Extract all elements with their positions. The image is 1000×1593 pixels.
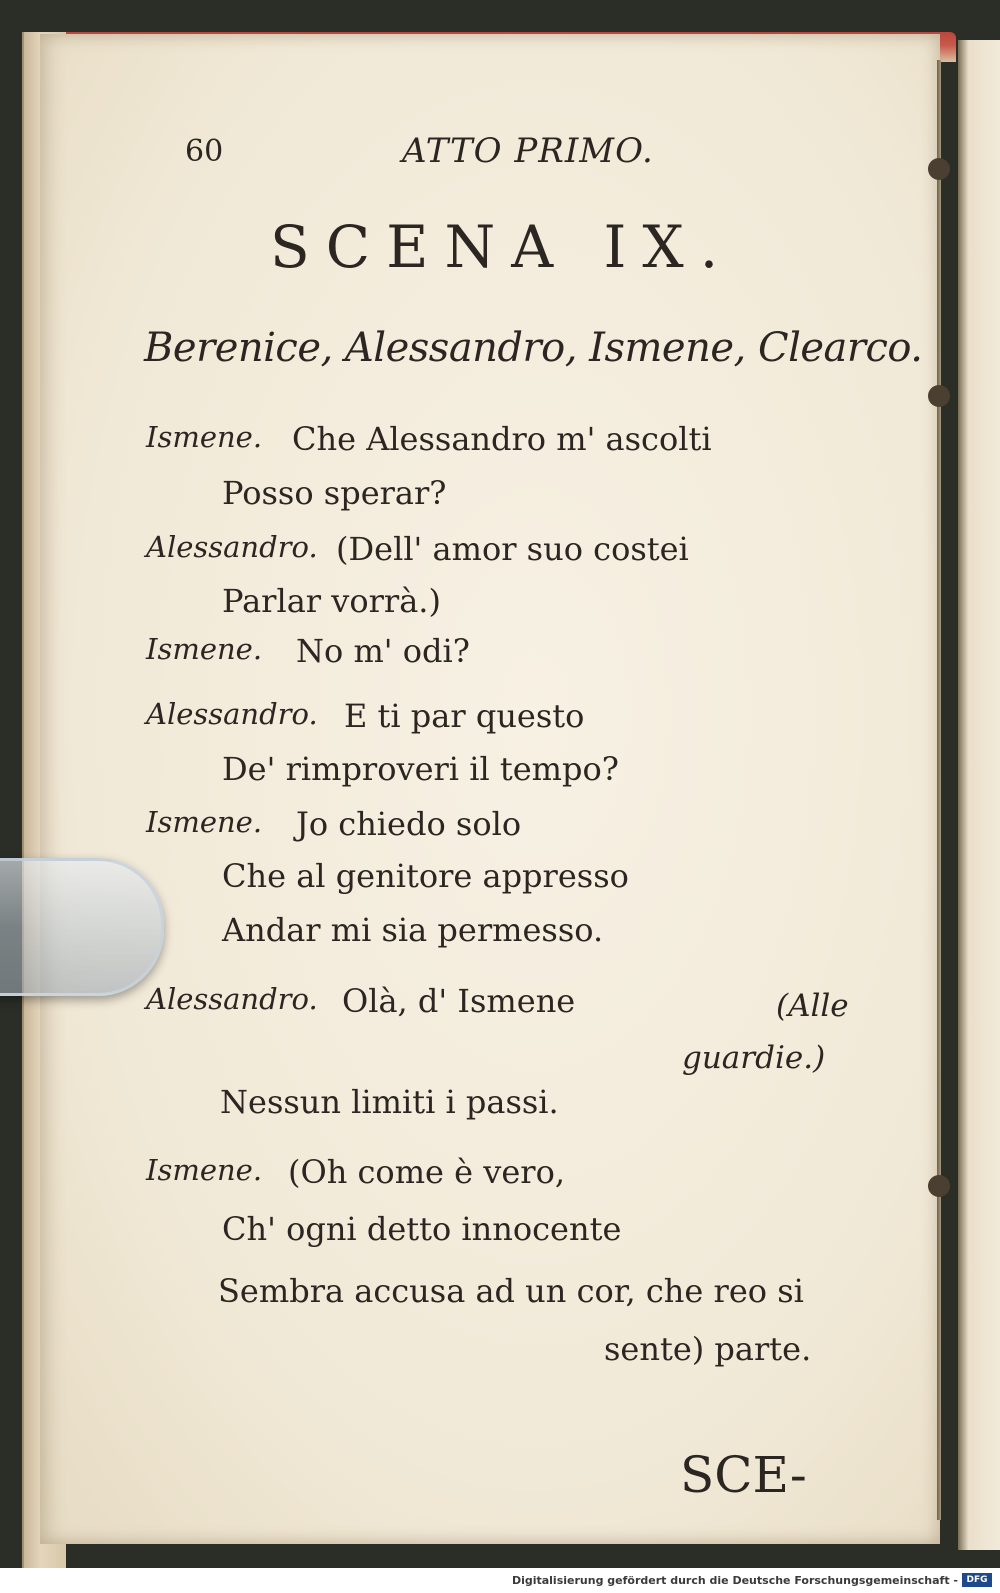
speech-text: Jo chiedo solo: [296, 805, 522, 843]
dfg-logo: DFG: [962, 1573, 992, 1587]
catchword: SCE-: [680, 1446, 807, 1504]
speaker-name: Alessandro.: [146, 530, 318, 564]
speech-text: Andar mi sia permesso.: [222, 911, 604, 949]
binding-stitch: [928, 385, 950, 407]
speech-text: Ch' ogni detto innocente: [222, 1210, 622, 1248]
speech-text: sente) parte.: [604, 1330, 812, 1368]
dialogue-line: [0, 697, 1000, 749]
speaker-name: Ismene.: [146, 632, 263, 666]
dialogue-line: [0, 1153, 1000, 1205]
speech-text: (Oh come è vero,: [288, 1153, 565, 1191]
running-title: ATTO PRIMO.: [402, 131, 654, 171]
stage-direction: (Alle: [776, 988, 849, 1024]
speech-text: Posso sperar?: [222, 474, 447, 512]
speech-text: De' rimproveri il tempo?: [222, 750, 619, 788]
speech-text: (Dell' amor suo costei: [336, 530, 689, 568]
dialogue-line: [0, 1272, 1000, 1324]
page-number: 60: [185, 134, 224, 169]
speech-text: Che al genitore appresso: [222, 857, 629, 895]
speaker-name: Ismene.: [146, 420, 263, 454]
dialogue-line: [0, 420, 1000, 472]
speaker-name: Alessandro.: [146, 697, 318, 731]
dialogue-line: [0, 632, 1000, 684]
funding-credit: Digitalisierung gefördert durch die Deutsche Forschungsgemeinschaft -: [511, 1574, 958, 1587]
dialogue-line: [0, 805, 1000, 857]
dialogue-line: [0, 1210, 1000, 1262]
speech-text: No m' odi?: [296, 632, 470, 670]
dialogue-line: [0, 582, 1000, 634]
dialogue-line: [0, 750, 1000, 802]
speaker-name: Alessandro.: [146, 982, 318, 1016]
dialogue-line: [0, 1083, 1000, 1135]
dialogue-line: [0, 474, 1000, 526]
stage-direction: guardie.): [682, 1040, 826, 1076]
speech-text: Nessun limiti i passi.: [220, 1083, 559, 1121]
speech-text: Parlar vorrà.): [222, 582, 441, 620]
speaker-name: Ismene.: [146, 805, 263, 839]
dialogue-line: [0, 1330, 1000, 1382]
speech-text: Olà, d' Ismene: [342, 982, 576, 1020]
speech-text: Sembra accusa ad un cor, che reo si: [218, 1272, 804, 1310]
page-clip: [0, 858, 164, 996]
scene-title: SCENA IX.: [270, 213, 735, 281]
speaker-name: Ismene.: [146, 1153, 263, 1187]
binding-stitch: [928, 158, 950, 180]
speech-text: Che Alessandro m' ascolti: [292, 420, 712, 458]
speech-text: E ti par questo: [344, 697, 585, 735]
dialogue-line: [0, 530, 1000, 582]
dialogue-line: [0, 982, 1000, 1034]
character-list: Berenice, Alessandro, Ismene, Clearco.: [144, 325, 923, 371]
